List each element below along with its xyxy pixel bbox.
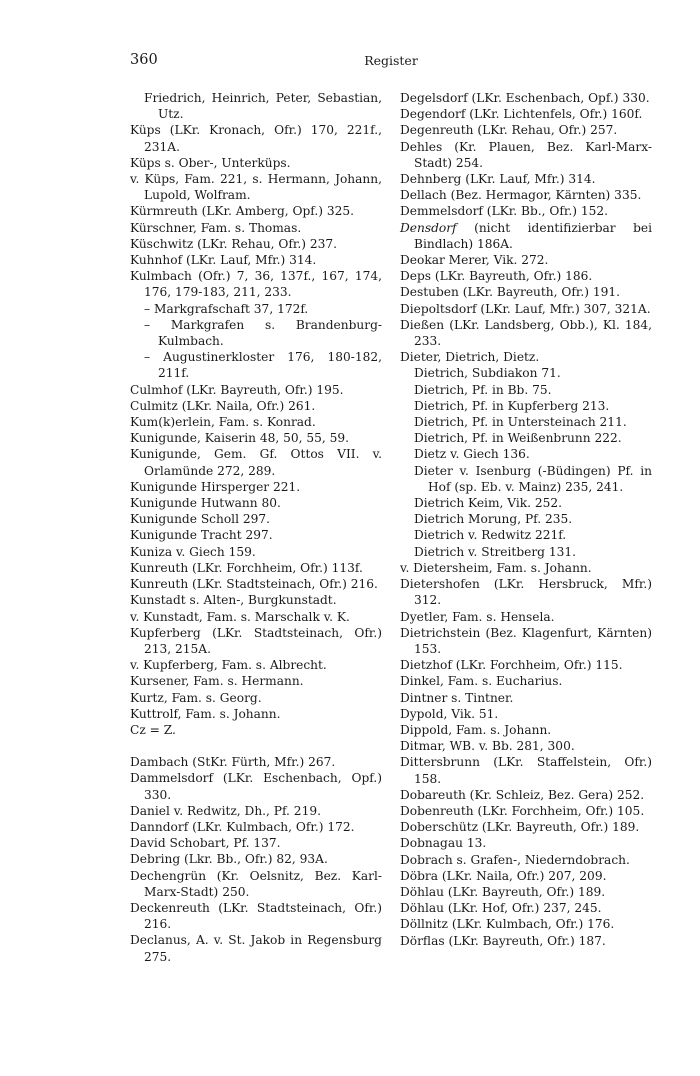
index-entry: Deps (LKr. Bayreuth, Ofr.) 186.: [400, 269, 593, 284]
index-entry: Döhlau (LKr. Hof, Ofr.) 237, 245.: [400, 901, 602, 916]
index-column-right: [400, 90, 652, 949]
index-entry: Dießen (LKr. Landsberg, Obb.), Kl. 184, 233.: [400, 317, 652, 349]
index-entry: Kurtz, Fam. s. Georg.: [130, 690, 262, 705]
index-entry: Dietz v. Giech 136.: [414, 447, 530, 462]
index-entry: Dieter v. Isenburg (-Büdingen) Pf. in Hof (sp. Eb. v. Mainz) 235, 241.: [414, 463, 652, 494]
index-entry: Diepoltsdorf (LKr. Lauf, Mfr.) 307, 321A.: [400, 301, 651, 316]
index-entry: Deokar Merer, Vik. 272.: [400, 253, 549, 268]
index-entry: Demmelsdorf (LKr. Bb., Ofr.) 152.: [400, 204, 609, 219]
index-entry: Kuniza v. Giech 159.: [130, 544, 256, 559]
index-entry: Dechengrün (Kr. Oelsnitz, Bez. Karl-Marx-Stadt) 250.: [130, 868, 382, 899]
index-entry: Kürmreuth (LKr. Amberg, Opf.) 325.: [130, 204, 355, 219]
index-entry: Degenreuth (LKr. Rehau, Ofr.) 257.: [400, 123, 618, 138]
index-entry: Döbra (LKr. Naila, Ofr.) 207, 209.: [400, 868, 607, 883]
index-entry: Dietrich, Pf. in Weißenbrunn 222.: [414, 431, 622, 446]
index-entry: Dobnagau 13.: [400, 836, 487, 851]
index-entry: Dietzhof (LKr. Forchheim, Ofr.) 115.: [400, 658, 623, 673]
page-header: [130, 52, 652, 72]
index-entry: Culmitz (LKr. Naila, Ofr.) 261.: [130, 398, 316, 413]
index-entry: Dyetler, Fam. s. Hensela.: [400, 609, 555, 624]
index-entry: Dintner s. Tintner.: [400, 690, 514, 705]
running-title: Register: [364, 53, 418, 68]
index-entry: Destuben (LKr. Bayreuth, Ofr.) 191.: [400, 285, 621, 300]
index-entry: Dietrich Morung, Pf. 235.: [414, 512, 573, 527]
index-entry: Dobareuth (Kr. Schleiz, Bez. Gera) 252.: [400, 787, 645, 802]
index-entry: Dörflas (LKr. Bayreuth, Ofr.) 187.: [400, 933, 606, 948]
index-entry: – Markgrafen s. Brandenburg-Kulmbach.: [144, 317, 382, 349]
index-entry: Kulmbach (Ofr.) 7, 36, 137f., 167, 174, 176, 179-183, 211, 233.: [130, 269, 382, 300]
index-entry: Kuttrolf, Fam. s. Johann.: [130, 706, 281, 721]
index-entry: Küschwitz (LKr. Rehau, Ofr.) 237.: [130, 236, 338, 251]
index-entry: Kursener, Fam. s. Hermann.: [130, 674, 304, 689]
index-entry: Dietrich, Pf. in Kupferberg 213.: [414, 398, 610, 413]
index-entry: Doberschütz (LKr. Bayreuth, Ofr.) 189.: [400, 820, 640, 835]
index-entry: Kuhnhof (LKr. Lauf, Mfr.) 314.: [130, 253, 317, 268]
index-entry: Dobrach s. Grafen-, Niederndobrach.: [400, 852, 630, 867]
index-entry: Döhlau (LKr. Bayreuth, Ofr.) 189.: [400, 884, 606, 899]
index-entry: Kunigunde Scholl 297.: [130, 512, 270, 527]
index-entry: Culmhof (LKr. Bayreuth, Ofr.) 195.: [130, 382, 344, 397]
index-entry: Dippold, Fam. s. Johann.: [400, 722, 552, 737]
index-entry: Döllnitz (LKr. Kulmbach, Ofr.) 176.: [400, 917, 615, 932]
index-entry: Friedrich, Heinrich, Peter, Sebastian, Utz.: [144, 91, 382, 122]
index-entry: Kunigunde, Kaiserin 48, 50, 55, 59.: [130, 431, 350, 446]
index-entry: Degelsdorf (LKr. Eschenbach, Opf.) 330.: [400, 91, 650, 105]
index-entry: Kunreuth (LKr. Stadtsteinach, Ofr.) 216.: [130, 577, 378, 592]
index-entry: David Schobart, Pf. 137.: [130, 836, 281, 851]
index-entry-text: (nicht identifizierbar bei Bindlach) 186A.: [414, 220, 652, 251]
index-entry: Deckenreuth (LKr. Stadtsteinach, Ofr.) 216.: [130, 900, 382, 932]
index-entry: Kunreuth (LKr. Forchheim, Ofr.) 113f.: [130, 560, 363, 575]
index-entry-italic-head: Densdorf: [400, 220, 457, 235]
index-entry: Dehles (Kr. Plauen, Bez. Karl-Marx-Stadt) 254.: [400, 139, 652, 170]
index-entry: Dinkel, Fam. s. Eucharius.: [400, 674, 563, 689]
index-entry: Kunigunde Hutwann 80.: [130, 496, 281, 511]
index-entry: Kunstadt s. Alten-, Burgkunstadt.: [130, 593, 337, 608]
index-entry: Küps s. Ober-, Unterküps.: [130, 155, 291, 170]
index-entry: Cz = Z.: [130, 722, 176, 737]
index-entry: Dypold, Vik. 51.: [400, 706, 499, 721]
index-entry: Dehnberg (LKr. Lauf, Mfr.) 314.: [400, 172, 596, 187]
index-entry: Kupferberg (LKr. Stadtsteinach, Ofr.) 213, 215A.: [130, 625, 382, 656]
index-entry: v. Kupferberg, Fam. s. Albrecht.: [130, 658, 327, 673]
index-entry: Dietrich, Subdiakon 71.: [414, 366, 561, 381]
index-entry: Dietrich, Pf. in Bb. 75.: [414, 382, 552, 397]
index-entry: Dietrich, Pf. in Untersteinach 211.: [414, 415, 627, 430]
index-column-left: [130, 90, 382, 965]
index-entry: Dellach (Bez. Hermagor, Kärnten) 335.: [400, 188, 642, 203]
index-entry: Dobenreuth (LKr. Forchheim, Ofr.) 105.: [400, 803, 645, 818]
index-entry: Kürschner, Fam. s. Thomas.: [130, 220, 302, 235]
index-entry: Dieter, Dietrich, Dietz.: [400, 350, 540, 365]
index-entry: Debring (Lkr. Bb., Ofr.) 82, 93A.: [130, 852, 328, 867]
index-entry: Dammelsdorf (LKr. Eschenbach, Opf.) 330.: [130, 771, 382, 802]
index-entry: Ditmar, WB. v. Bb. 281, 300.: [400, 739, 575, 754]
index-entry: [400, 220, 652, 252]
index-entry: Declanus, A. v. St. Jakob in Regensburg 275.: [130, 933, 382, 964]
index-entry: Kunigunde Hirsperger 221.: [130, 479, 301, 494]
index-entry: Dietrich Keim, Vik. 252.: [414, 496, 562, 511]
index-entry: – Augustinerkloster 176, 180-182, 211f.: [144, 350, 382, 381]
index-entry: Dietershofen (LKr. Hersbruck, Mfr.) 312.: [400, 577, 652, 608]
page-number: 360: [130, 52, 158, 68]
index-entry: – Markgrafschaft 37, 172f.: [144, 301, 309, 316]
index-entry: Kunigunde Tracht 297.: [130, 528, 273, 543]
index-entry: v. Kunstadt, Fam. s. Marschalk v. K.: [130, 609, 350, 624]
index-entry: Dambach (StKr. Fürth, Mfr.) 267.: [130, 755, 336, 770]
index-entry: Degendorf (LKr. Lichtenfels, Ofr.) 160f.: [400, 107, 643, 122]
index-entry: Dittersbrunn (LKr. Staffelstein, Ofr.) 158.: [400, 755, 652, 786]
index-entry: Dietrich v. Redwitz 221f.: [414, 528, 567, 543]
index-entry: Küps (LKr. Kronach, Ofr.) 170, 221f., 231A.: [130, 123, 382, 154]
index-entry: Danndorf (LKr. Kulmbach, Ofr.) 172.: [130, 819, 355, 834]
index-entry: Kunigunde, Gem. Gf. Ottos VII. v. Orlamünde 272, 289.: [130, 447, 382, 478]
index-entry: Kum(k)erlein, Fam. s. Konrad.: [130, 415, 316, 430]
index-entry: Dietrichstein (Bez. Klagenfurt, Kärnten) 153.: [400, 625, 652, 656]
index-entry: Daniel v. Redwitz, Dh., Pf. 219.: [130, 803, 321, 818]
index-entry: Dietrich v. Streitberg 131.: [414, 544, 576, 559]
index-entry: v. Küps, Fam. 221, s. Hermann, Johann, Lupold, Wolfram.: [130, 172, 382, 203]
index-entry: v. Dietersheim, Fam. s. Johann.: [400, 560, 592, 575]
